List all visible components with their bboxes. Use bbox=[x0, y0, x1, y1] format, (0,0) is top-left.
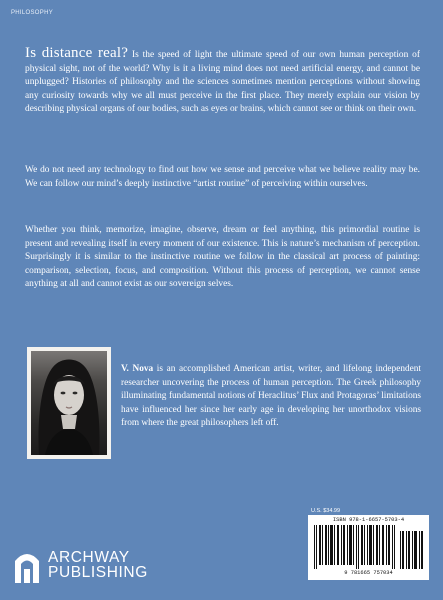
barcode-icon bbox=[312, 525, 425, 569]
author-photo-frame bbox=[27, 347, 111, 459]
category-label: PHILOSOPHY bbox=[11, 10, 54, 16]
lead-question: Is distance real? bbox=[25, 45, 129, 61]
author-portrait-icon bbox=[31, 351, 107, 455]
publisher-logo bbox=[12, 547, 148, 583]
author-name: V. Nova bbox=[121, 364, 154, 374]
isbn-digits: 9 781665 757034 bbox=[344, 570, 393, 576]
publisher-name bbox=[48, 550, 148, 580]
third-paragraph: Whether you think, memorize, imagine, observe, dream or feel anything, this primordial routine is present and revealing itself in every moment of our existence. This is nature’s mechanism of perception. Surprisingly it is similar to the instinctive routine we follow in the classical art process of painting: comparison, selection, focus, and composition. Without this process of perception, we cannot sense anything at all and cannot exist as our sovereign selves. bbox=[25, 225, 420, 290]
author-bio-text: is an accomplished American artist, writer, and lifelong independent researcher uncovering the process of human perception. The Greek philosophy illuminating fundamental notions of Heraclitus’ Flux and Protagoras’ limitations have influenced her since her early age in developing her unorthodox visions from where the great philosophers left off. bbox=[121, 364, 421, 428]
author-bio bbox=[121, 363, 421, 431]
intro-paragraph bbox=[25, 47, 420, 117]
price-label: U.S. $34.99 bbox=[311, 508, 341, 514]
intro-text: Is the speed of light the ultimate speed of our own human perception of physical sight, not of the world? Why is it a living mind does not need artificial energy, and cannot be unplugged? Histories of philosophy and the sciences sometimes mention perceptions without showing any curiosity towards why we all must perceive in the first place. They merely explain our vision by describing physical organs of our bodies, such as eyes or brains, which cannot see or think on their own. bbox=[25, 50, 420, 115]
barcode-box bbox=[308, 515, 429, 580]
publisher-line-2: PUBLISHING bbox=[48, 564, 148, 581]
isbn-label: ISBN 978-1-6657-5703-4 bbox=[332, 517, 405, 523]
archway-logo-icon bbox=[12, 547, 42, 583]
publisher-line-1: ARCHWAY bbox=[48, 549, 130, 566]
second-paragraph: We do not need any technology to find out how we sense and perceive what we believe reality may be. We can follow our mind’s deeply instinctive “artist routine” of perceiving within ourselves. bbox=[25, 165, 420, 189]
